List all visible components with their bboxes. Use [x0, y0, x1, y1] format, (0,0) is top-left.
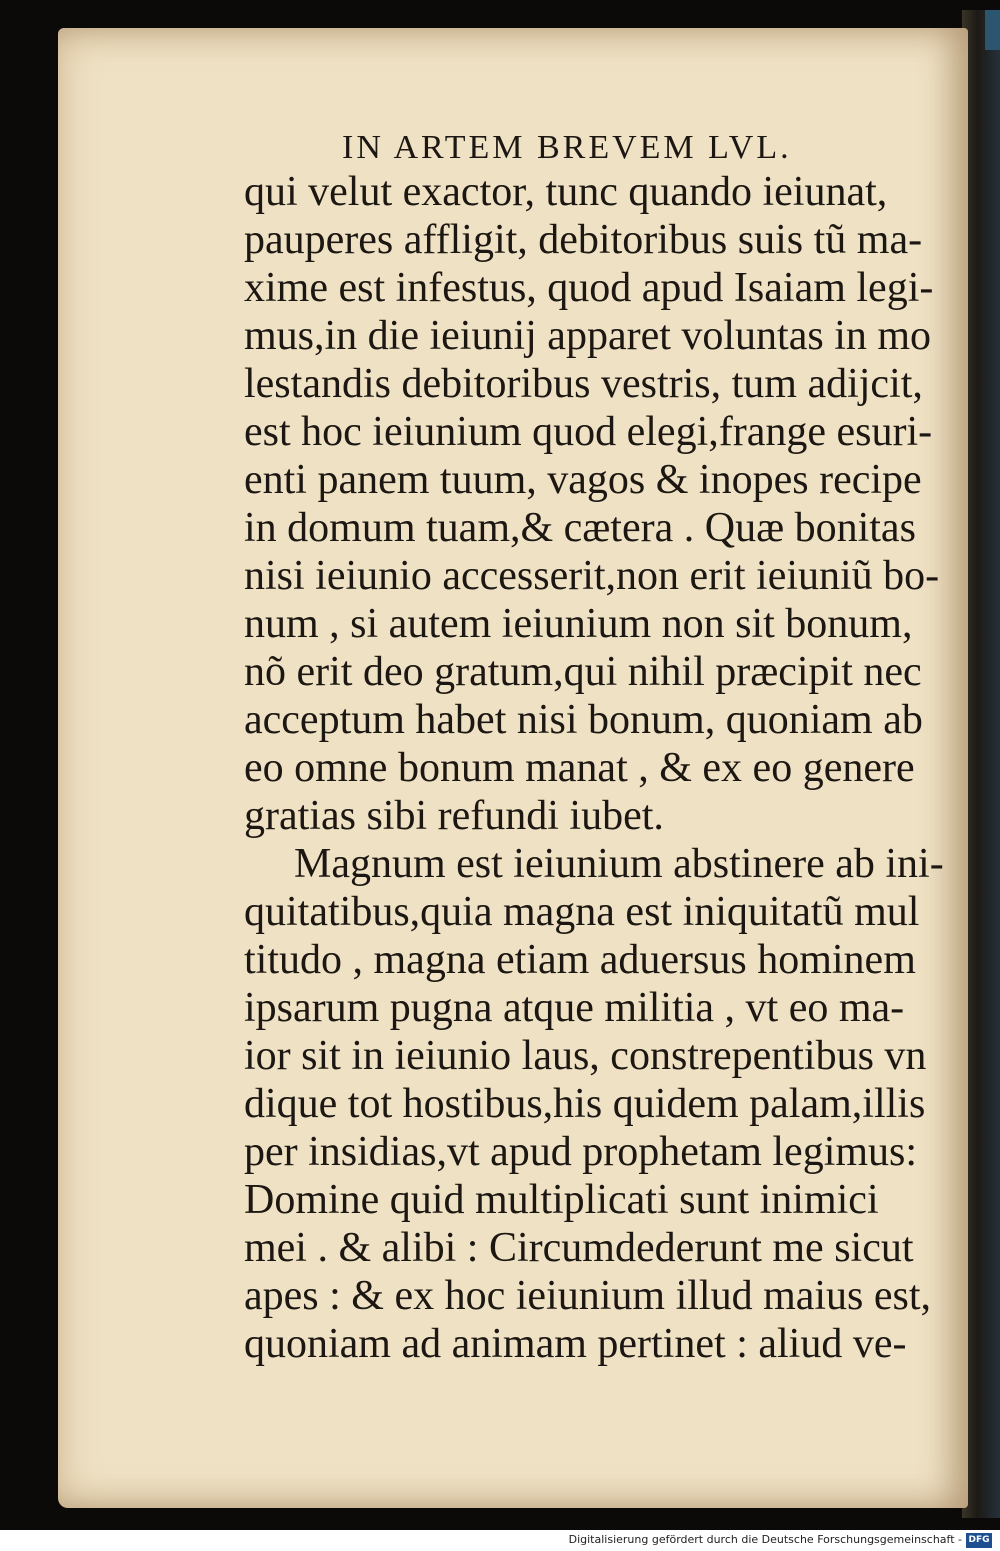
- text-line: mei . & alibi : Circumdederunt me sicut: [244, 1225, 914, 1271]
- text-line: pauperes affligit, debitoribus suis tũ ma-: [244, 217, 923, 263]
- text-line: est hoc ieiunium quod elegi,frange esuri-: [244, 409, 933, 455]
- text-line: qui velut exactor, tunc quando ieiunat,: [244, 169, 888, 215]
- text-line: acceptum habet nisi bonum, quoniam ab: [244, 697, 923, 743]
- digitization-footer: [0, 1530, 1000, 1551]
- text-line: quoniam ad animam pertinet : aliud ve-: [244, 1321, 907, 1367]
- text-line: mus,in die ieiunij apparet voluntas in mo: [244, 313, 932, 359]
- text-line: apes : & ex hoc ieiunium illud maius est,: [244, 1273, 932, 1319]
- text-line: per insidias,vt apud prophetam legimus:: [244, 1129, 918, 1175]
- text-line: gratias sibi refundi iubet.: [244, 793, 664, 839]
- text-line: in domum tuam,& cætera . Quæ bonitas: [244, 505, 916, 551]
- page-text: [244, 128, 944, 1368]
- text-line: num , si autem ieiunium non sit bonum,: [244, 601, 913, 647]
- text-line: titudo , magna etiam aduersus hominem: [244, 937, 916, 983]
- text-line: Magnum est ieiunium abstinere ab ini-: [294, 841, 944, 887]
- text-line: ipsarum pugna atque militia , vt eo ma-: [244, 985, 905, 1031]
- dfg-logo: DFG: [966, 1533, 992, 1548]
- text-line: eo omne bonum manat , & ex eo genere: [244, 745, 915, 791]
- funding-note: Digitalisierung gefördert durch die Deutsche Forschungsgemeinschaft -: [568, 1533, 962, 1546]
- text-line: enti panem tuum, vagos & inopes recipe: [244, 457, 922, 503]
- text-line: dique tot hostibus,his quidem palam,illis: [244, 1081, 926, 1127]
- text-line: xime est infestus, quod apud Isaiam legi-: [244, 265, 934, 311]
- text-line: quitatibus,quia magna est iniquitatũ mul: [244, 889, 920, 935]
- text-line: nisi ieiunio accesserit,non erit ieiuniũ bo-: [244, 553, 940, 599]
- book-edge-binding: [985, 10, 1000, 50]
- text-line: Domine quid multiplicati sunt inimici: [244, 1177, 879, 1223]
- text-line: lestandis debitoribus vestris, tum adijcit,: [244, 361, 923, 407]
- running-header: IN ARTEM BREVEM LVL.: [342, 129, 792, 166]
- text-line: ior sit in ieiunio laus, constrepentibus vn: [244, 1033, 927, 1079]
- text-line: nõ erit deo gratum,qui nihil præcipit nec: [244, 649, 922, 695]
